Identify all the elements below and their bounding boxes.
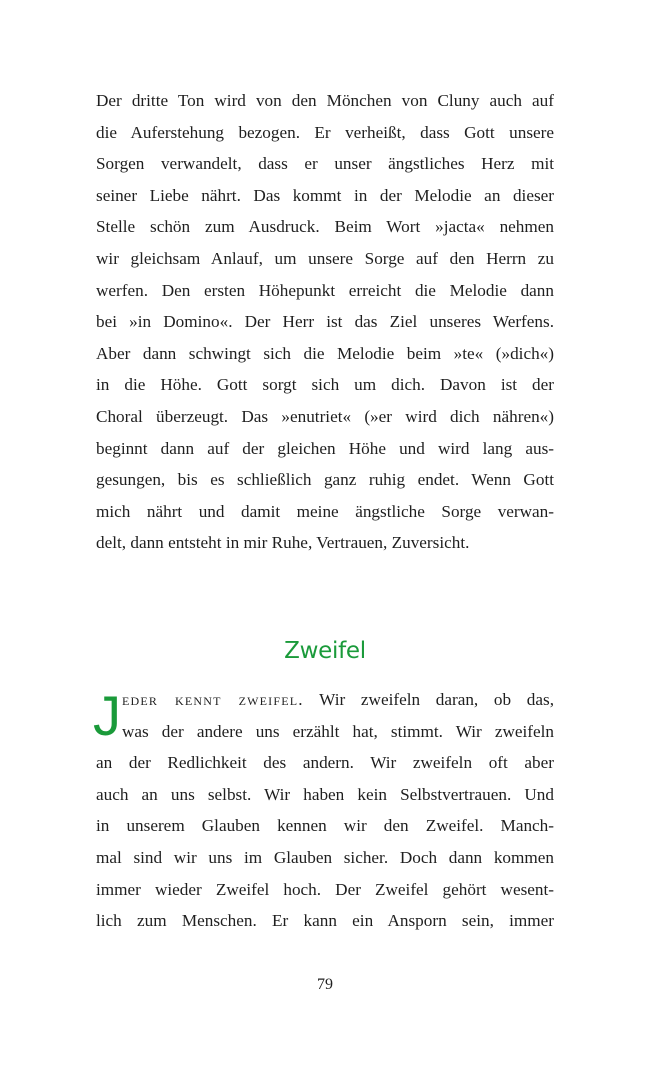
- paragraph-cluny: [96, 85, 554, 559]
- text-line: gesungen, bis es schließlich ganz ruhig endet. Wenn Gott: [96, 470, 554, 490]
- text-line: Choral überzeugt. Das »enutriet« (»er wird dich nähren«): [96, 406, 554, 426]
- text-line: immer wieder Zweifel hoch. Der Zweifel gehört wesent-: [96, 879, 554, 899]
- page-number: 79: [317, 976, 333, 993]
- text-line: auch an uns selbst. Wir haben kein Selbstvertrauen. Und: [96, 784, 554, 804]
- text-line: seiner Liebe nährt. Das kommt in der Melodie an dieser: [96, 185, 554, 205]
- text-line: Aber dann schwingt sich die Melodie beim »te« (»dich«): [96, 343, 554, 363]
- text-line: werfen. Den ersten Höhepunkt erreicht die Melodie dann: [96, 280, 554, 300]
- text-line: die Auferstehung bezogen. Er verheißt, dass Gott unsere: [96, 122, 554, 142]
- text-line-first: [96, 684, 554, 716]
- text-line: an der Redlichkeit des andern. Wir zweifeln oft aber: [96, 753, 554, 773]
- paragraph-zweifel: [96, 684, 554, 937]
- text-line: Sorgen verwandelt, dass er unser ängstliches Herz mit: [96, 154, 554, 174]
- text-line: beginnt dann auf der gleichen Höhe und wird lang aus-: [96, 438, 554, 458]
- smallcaps-lead-in: eder kennt zweifel.: [122, 690, 304, 709]
- text-line-rest: Wir zweifeln daran, ob das,: [303, 690, 555, 709]
- text-line: Stelle schön zum Ausdruck. Beim Wort »jacta« nehmen: [96, 217, 554, 237]
- drop-cap: J: [93, 684, 121, 747]
- text-line: mal sind wir uns im Glauben sicher. Doch dann kommen: [96, 847, 554, 867]
- text-line: was der andere uns erzählt hat, stimmt. Wir zweifeln: [122, 721, 554, 741]
- section-heading: Zweifel: [284, 638, 366, 664]
- text-line: lich zum Menschen. Er kann ein Ansporn sein, immer: [96, 911, 554, 931]
- text-line: mich nährt und damit meine ängstliche Sorge verwan-: [96, 501, 554, 521]
- text-line: Der dritte Ton wird von den Mönchen von Cluny auch auf: [96, 91, 554, 110]
- text-line: bei »in Domino«. Der Herr ist das Ziel unseres Werfens.: [96, 312, 554, 332]
- text-line: wir gleichsam Anlauf, um unsere Sorge auf den Herrn zu: [96, 248, 554, 268]
- text-line: in die Höhe. Gott sorgt sich um dich. Davon ist der: [96, 375, 554, 395]
- text-line: delt, dann entsteht in mir Ruhe, Vertrauen, Zuversicht.: [96, 533, 470, 553]
- text-line: in unserem Glauben kennen wir den Zweifel. Manch-: [96, 816, 554, 836]
